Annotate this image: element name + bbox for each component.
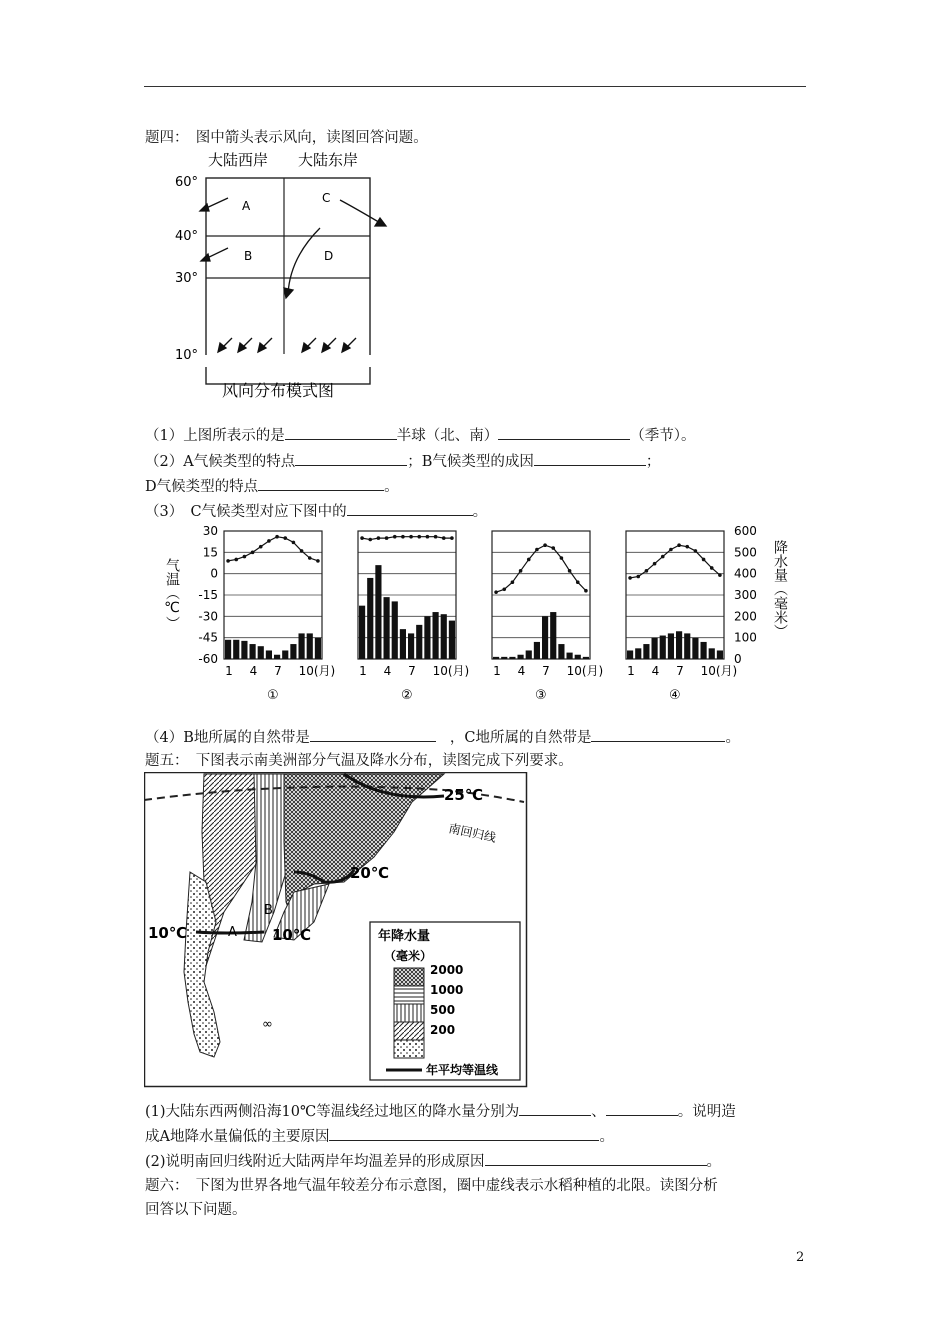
temp-point <box>494 590 498 594</box>
answer-blank[interactable] <box>519 1101 591 1116</box>
temp-point <box>275 535 279 539</box>
month-tick-label: 1 <box>493 664 501 678</box>
precip-bar <box>668 633 674 659</box>
temp-point <box>450 536 454 540</box>
label-20c: 20℃ <box>350 864 390 882</box>
precip-bar <box>684 633 690 659</box>
precip-bar <box>384 597 390 659</box>
q5-1a <box>145 1101 736 1122</box>
answer-blank[interactable] <box>498 425 630 440</box>
precip-bar <box>709 648 715 659</box>
temp-point <box>267 539 271 543</box>
month-tick-label: 4 <box>249 664 258 678</box>
q5-2-text-a: (2)说明南回归线附近大陆两岸年均温差异的形成原因 <box>145 1154 485 1170</box>
q4-2b-text-b: 。 <box>384 479 399 495</box>
label-tropic: 南回归线 <box>447 821 498 845</box>
q4-2-text-a: （2）A气候类型的特点 <box>145 454 296 470</box>
temp-point <box>393 535 397 539</box>
precip-bar <box>526 650 532 659</box>
precip-bar <box>299 633 305 659</box>
q5-2 <box>145 1151 721 1172</box>
lat-label-40: 40° <box>175 229 199 244</box>
temp-point <box>409 535 413 539</box>
month-tick-label: 1 <box>225 664 233 678</box>
precip-bar <box>518 655 524 659</box>
month-tick-label: 7 <box>408 664 416 678</box>
q5-1b-text-a: 成A地降水量偏低的主要原因 <box>145 1129 330 1145</box>
answer-blank[interactable] <box>485 1151 707 1166</box>
temp-tick-label: -30 <box>198 609 218 624</box>
precip-bar <box>400 629 406 659</box>
precip-bar <box>315 638 321 659</box>
climate-panel <box>224 531 335 703</box>
q4-1-text-c: （季节）。 <box>630 428 696 444</box>
climate-panel <box>492 531 603 703</box>
month-tick-label: 4 <box>517 664 526 678</box>
answer-blank[interactable] <box>534 451 646 466</box>
temp-ticks <box>198 524 218 666</box>
precip-bar <box>692 638 698 659</box>
temp-point <box>628 576 632 580</box>
temp-line <box>228 537 318 561</box>
month-tick-label: 7 <box>274 664 282 678</box>
page-number: 2 <box>796 1250 805 1265</box>
precip-bar <box>408 633 414 659</box>
temp-point <box>702 558 706 562</box>
frame-gap <box>200 355 374 367</box>
precip-bar <box>375 565 381 659</box>
label-a: A <box>228 925 237 940</box>
temp-point <box>300 549 304 553</box>
q5-2-text-b: 。 <box>706 1154 722 1170</box>
climate-charts <box>160 522 800 712</box>
temp-point <box>519 569 523 573</box>
legend-swatch-vert <box>394 1004 424 1022</box>
climate-panel <box>358 531 469 703</box>
precip-bar <box>359 606 365 659</box>
precip-tick-label: 100 <box>734 630 757 645</box>
precip-bar <box>676 631 682 659</box>
precip-ticks <box>734 524 757 666</box>
temp-point <box>718 573 722 577</box>
answer-blank[interactable] <box>310 727 436 742</box>
legend-swatch-diag <box>394 1022 424 1040</box>
month-tick-label: 10(月) <box>566 664 604 678</box>
q4-4-text-c: 。 <box>725 730 740 746</box>
temp-point <box>308 556 312 560</box>
precip-bar <box>282 650 288 659</box>
precip-bar <box>250 644 256 659</box>
panel-label: ② <box>401 688 413 703</box>
month-tick-label: 10(月) <box>298 664 336 678</box>
precip-bar <box>307 633 313 659</box>
q6-line-2: 回答以下问题。 <box>145 1202 247 1218</box>
answer-blank[interactable] <box>285 425 397 440</box>
zone-a: A <box>242 199 251 213</box>
south-america-map <box>144 772 528 1088</box>
temp-point <box>426 535 430 539</box>
q4-2-text-b: ；B气候类型的成因 <box>407 454 534 470</box>
wind-frame <box>206 178 370 384</box>
temp-point <box>251 551 255 555</box>
island-mark: ∞ <box>262 1017 273 1032</box>
precip-axis-label: 降水量（毫米） <box>772 540 788 638</box>
precip-bar <box>558 644 564 659</box>
month-tick-label: 4 <box>651 664 660 678</box>
legend-title: 年降水量 <box>378 929 431 944</box>
precip-bar <box>550 612 556 659</box>
q4-2b-text-a: D气候类型的特点 <box>145 479 259 495</box>
temp-point <box>385 536 389 540</box>
month-tick-label: 7 <box>676 664 684 678</box>
q4-3-text-a: （3） C气候类型对应下图中的 <box>145 504 347 520</box>
q5-1b-text-b: 。 <box>599 1129 614 1145</box>
temp-point <box>527 558 531 562</box>
precip-bar <box>635 648 641 659</box>
temp-point <box>234 558 238 562</box>
q6-line-1: 题六： 下图为世界各地气温年较差分布示意图，圈中虚线表示水稻种植的北限。读图分析 <box>145 1178 718 1194</box>
precip-bar <box>266 650 272 659</box>
precip-bar <box>416 625 422 659</box>
zone-d: D <box>324 249 334 263</box>
legend-200: 200 <box>430 1023 456 1037</box>
temp-point <box>576 580 580 584</box>
legend-swatch-dense <box>394 968 424 986</box>
q4-intro: 题四： 图中箭头表示风向，读图回答问题。 <box>145 130 428 146</box>
temp-point <box>368 538 372 542</box>
temp-point <box>434 535 438 539</box>
month-tick-label: 4 <box>383 664 392 678</box>
precip-bar <box>433 612 439 659</box>
precip-tick-label: 300 <box>734 588 757 602</box>
precip-bar <box>392 601 398 659</box>
answer-blank[interactable] <box>606 1101 678 1116</box>
temp-point <box>551 546 555 550</box>
legend-box <box>370 922 520 1080</box>
precip-bar <box>225 640 231 659</box>
panel-label: ① <box>267 688 279 703</box>
precip-tick-label: 0 <box>734 652 742 666</box>
temp-point <box>669 548 673 552</box>
q5-1a-text-c: 。说明造 <box>677 1104 736 1120</box>
label-10c-west: 10℃ <box>148 924 188 942</box>
west-coast-label: 大陆西岸 <box>208 151 269 169</box>
q4-2b <box>145 476 399 497</box>
westerly-arrow-a-head <box>200 204 209 211</box>
precip-bar <box>367 578 373 659</box>
label-b: B <box>264 903 273 918</box>
temp-point <box>584 589 588 593</box>
precip-bar <box>652 638 658 659</box>
temp-tick-label: 0 <box>210 566 218 581</box>
month-tick-label: 10(月) <box>700 664 738 678</box>
temp-point <box>283 536 287 540</box>
q4-4-text-b: ，C地所属的自然带是 <box>449 730 592 746</box>
lat-label-10: 10° <box>175 348 199 363</box>
temp-point <box>685 545 689 549</box>
legend-unit: （毫米） <box>384 949 433 963</box>
temp-point <box>401 535 405 539</box>
temp-line <box>362 537 452 540</box>
zone-b: B <box>244 249 253 263</box>
month-tick-label: 1 <box>627 664 635 678</box>
temp-axis-label: 气温（℃） <box>164 558 180 630</box>
answer-blank[interactable] <box>347 501 473 516</box>
q5-1a-text-a: (1)大陆东西两侧沿海10℃等温线经过地区的降水量分别为 <box>145 1104 520 1120</box>
label-10c-east: 10℃ <box>272 926 312 944</box>
q4-4 <box>145 727 740 748</box>
legend-isotherm-label: 年平均等温线 <box>426 1063 499 1077</box>
climate-panels <box>224 531 737 703</box>
temp-line <box>630 545 720 578</box>
precip-bar <box>627 650 633 659</box>
zone-c: C <box>322 191 331 205</box>
temp-point <box>511 580 515 584</box>
precip-tick-label: 500 <box>734 545 757 560</box>
wind-pattern-figure <box>170 148 400 408</box>
temp-point <box>535 548 539 552</box>
precip-bar <box>258 646 264 659</box>
q5-intro: 题五： 下图表示南美洲部分气温及降水分布，读图完成下列要求。 <box>145 753 573 769</box>
q4-1 <box>145 425 695 446</box>
q5-1a-text-b: 、 <box>591 1104 606 1120</box>
lat-label-30: 30° <box>175 271 199 286</box>
temp-point <box>360 536 364 540</box>
label-25c: 25℃ <box>444 786 484 804</box>
east-coast-label: 大陆东岸 <box>298 151 359 169</box>
climate-panel <box>626 531 737 703</box>
precip-bar <box>567 653 573 659</box>
temp-point <box>653 562 657 566</box>
temp-point <box>710 566 714 570</box>
legend-1000: 1000 <box>430 983 464 997</box>
wind-figure-caption: 风向分布模式图 <box>222 381 335 400</box>
panel-label: ③ <box>535 688 547 703</box>
temp-tick-label: -60 <box>198 652 218 666</box>
precip-bar <box>241 641 247 659</box>
q4-3-text-b: 。 <box>472 504 488 520</box>
precip-bar <box>424 616 430 659</box>
temp-point <box>243 555 247 559</box>
answer-blank[interactable] <box>591 727 725 742</box>
precip-tick-label: 400 <box>734 566 757 581</box>
temp-point <box>661 555 665 559</box>
temp-point <box>694 549 698 553</box>
temp-point <box>560 556 564 560</box>
temp-point <box>568 569 572 573</box>
precip-bar <box>643 644 649 659</box>
temp-tick-label: 15 <box>202 545 218 560</box>
temp-point <box>417 535 421 539</box>
precip-bar <box>274 655 280 659</box>
precip-bar <box>534 642 540 659</box>
map-legend <box>370 922 520 1080</box>
precip-bar <box>575 655 581 659</box>
temp-tick-label: -45 <box>198 630 218 645</box>
precip-bar <box>493 657 499 659</box>
precip-bar <box>717 650 723 659</box>
temp-tick-label: -15 <box>198 588 218 602</box>
answer-blank[interactable] <box>258 476 384 491</box>
monsoon-arrow-c <box>340 200 382 224</box>
precip-bar <box>449 621 455 659</box>
legend-swatch-horiz <box>394 986 424 1004</box>
precip-bar <box>542 616 548 659</box>
q4-3 <box>145 501 487 522</box>
legend-swatch-dots <box>394 1040 424 1058</box>
legend-2000: 2000 <box>430 963 464 977</box>
precip-bar <box>583 657 589 659</box>
q4-4-text-a: （4）B地所属的自然带是 <box>145 730 310 746</box>
q4-1-text-a: （1）上图所表示的是 <box>145 428 285 444</box>
precip-tick-label: 600 <box>734 524 757 538</box>
temp-tick-label: 30 <box>202 524 218 538</box>
q5-1b <box>145 1126 614 1147</box>
precip-bar <box>660 636 666 659</box>
temp-point <box>226 559 230 563</box>
temp-point <box>636 575 640 579</box>
precip-tick-label: 200 <box>734 609 757 624</box>
temp-point <box>543 543 547 547</box>
temp-point <box>377 536 381 540</box>
temp-point <box>645 569 649 573</box>
month-tick-label: 1 <box>359 664 367 678</box>
temp-point <box>677 543 681 547</box>
month-tick-label: 10(月) <box>432 664 470 678</box>
monsoon-arrow-d <box>288 228 320 294</box>
monsoon-arrow-d-head <box>284 288 293 298</box>
temp-point <box>316 559 320 563</box>
precip-bar <box>233 640 239 659</box>
header-rule <box>144 86 806 87</box>
q4-2a <box>145 451 660 472</box>
month-tick-label: 7 <box>542 664 550 678</box>
panel-label: ④ <box>669 688 681 703</box>
legend-500: 500 <box>430 1003 456 1017</box>
q4-1-text-b: 半球（北、南） <box>396 428 499 444</box>
lat-label-60: 60° <box>175 175 199 190</box>
precip-bar <box>441 614 447 659</box>
temp-point <box>292 541 296 545</box>
precip-bar <box>701 642 707 659</box>
answer-blank[interactable] <box>329 1126 599 1141</box>
q4-2-text-c: ； <box>645 454 661 470</box>
precip-bar <box>290 644 296 659</box>
temp-point <box>442 536 446 540</box>
wind-arrows <box>200 198 386 352</box>
temp-point <box>502 588 506 592</box>
precip-bar <box>509 657 515 659</box>
answer-blank[interactable] <box>295 451 407 466</box>
monsoon-arrow-c-head <box>375 218 386 226</box>
temp-point <box>259 545 263 549</box>
precip-bar <box>501 657 507 659</box>
